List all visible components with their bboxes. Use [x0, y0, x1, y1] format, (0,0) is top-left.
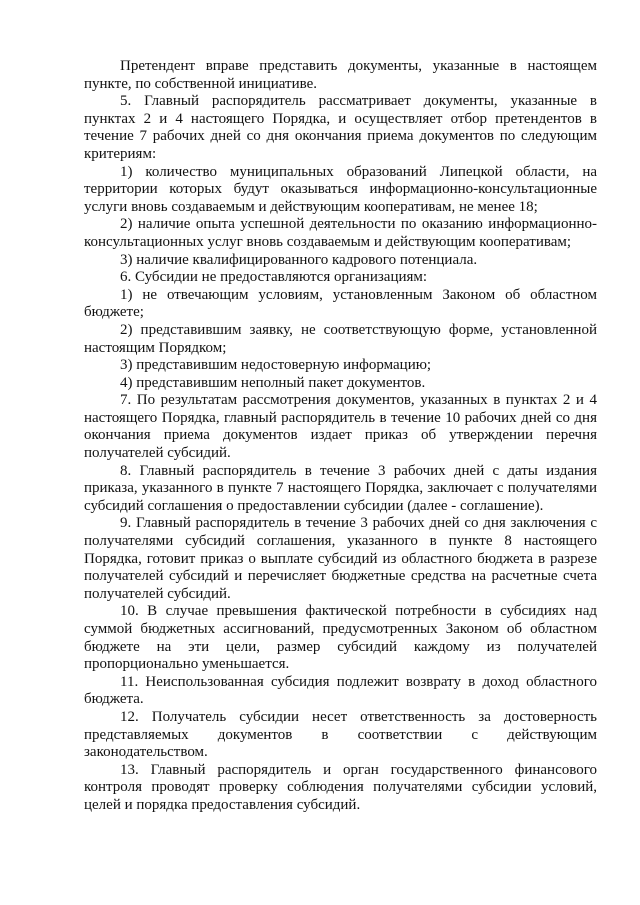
paragraph-item-12: 12. Получатель субсидии несет ответственность за достоверность представляемых документов в соответствии с действующим законодательством.: [84, 708, 597, 761]
paragraph-criterion-3: 3) наличие квалифицированного кадрового потенциала.: [120, 251, 478, 268]
paragraph-criterion-2: 2) наличие опыта успешной деятельности по оказанию информационно-консультационных услуг вновь создаваемым и действующим кооперативам;: [84, 216, 597, 250]
paragraph-item-11: 11. Неиспользованная субсидия подлежит возврату в доход областного бюджета.: [84, 673, 597, 708]
paragraph-item-8: 8. Главный распорядитель в течение 3 рабочих дней с даты издания приказа, указанного в пункте 7 настоящего Порядка, заключает с получателями субсидий соглашения о предоставлении субсидии (далее - соглашение).: [84, 462, 597, 514]
paragraph-item-10: 10. В случае превышения фактической потребности в субсидиях над суммой бюджетных ассигнований, предусмотренных Законом об областном бюджете на эти цели, размер субсидий каждому из получателей пропорционально уменьшается.: [84, 603, 597, 673]
paragraph-refusal-1: 1) не отвечающим условиям, установленным Законом об областном бюджете;: [84, 286, 597, 321]
paragraph-intro: Претендент вправе представить документы, указанные в настоящем пункте, по собственной инициативе.: [84, 58, 597, 92]
paragraph-item-13: 13. Главный распорядитель и орган государственного финансового контроля проводят проверку соблюдения получателями субсидии условий, целей и порядка предоставления субсидий.: [84, 761, 597, 813]
document-body: [84, 58, 597, 815]
paragraph-item-6: 6. Субсидии не предоставляются организациям:: [120, 269, 428, 286]
paragraph-refusal-2: 2) представившим заявку, не соответствующую форме, установленной настоящим Порядком;: [84, 321, 597, 356]
paragraph-item-9: 9. Главный распорядитель в течение 3 рабочих дней со дня заключения с получателями субсидий соглашения, указанного в пункте 8 настоящего Порядка, готовит приказ о выплате субсидий из областного бюджета в разрезе получателей субсидий и перечисляет бюджетные средства на расчетные счета получателей субсидий.: [84, 515, 597, 602]
paragraph-refusal-3: 3) представившим недостоверную информацию;: [120, 357, 432, 374]
paragraph-item-7: 7. По результатам рассмотрения документов, указанных в пунктах 2 и 4 настоящего Порядка, главный распорядитель в течение 10 рабочих дней со дня окончания приема документов издает приказ об утверждении перечня получателей субсидий.: [84, 392, 597, 462]
paragraph-criterion-1: 1) количество муниципальных образований Липецкой области, на территории которых будут оказываться информационно-консультационные услуги вновь создаваемым и действующим кооперативам, не менее 18;: [84, 163, 597, 215]
paragraph-refusal-4: 4) представившим неполный пакет документов.: [120, 374, 426, 391]
paragraph-item-5: 5. Главный распорядитель рассматривает документы, указанные в пунктах 2 и 4 настоящего Порядка, и осуществляет отбор претендентов в течение 7 рабочих дней со дня окончания приема документов по следующим критериям:: [84, 93, 597, 162]
